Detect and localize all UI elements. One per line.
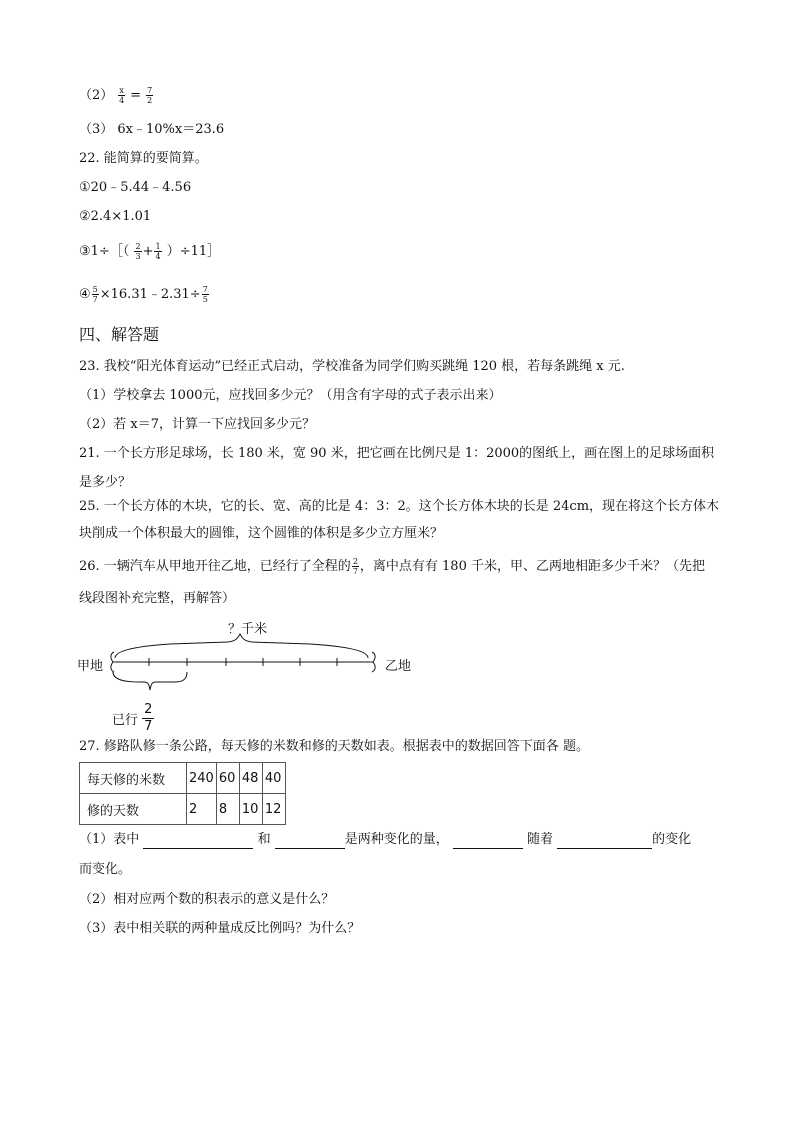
question-24-line-1: 21. 一个长方形足球场，长 180 米，宽 90 米，把它画在比例尺是 1：2000的图纸上，画在图上的足球场面积 [79,446,715,461]
question-27-part-2: （2）相对应两个数的积表示的意义是什么？ [79,892,335,907]
equation-3: （3） 6x﹣10%x＝23.6 [79,122,225,137]
question-26-line-1: 26. 一辆汽车从甲地开往乙地，已经行了全程的 $\frac{2}{7}$ ，离中点有有 180 千米，甲、乙两地相距多少千米？（先把 [79,557,705,576]
question-23-part-2: （2）若 x＝7，计算一下应找回多少元？ [79,417,316,432]
question-27-part-1-line-2: 而变化。 [79,862,132,877]
q22-3-fraction-1: $\frac{2}{3}$ [135,242,141,261]
question-24-line-2: 是多少？ [79,475,132,490]
diagram-bottom-fraction: $\frac{2}{7}$ [144,702,153,734]
diagram-top-label: ？千米 [228,622,268,637]
q22-3-fraction-2: $\frac{1}{4}$ [155,242,161,261]
question-22-title: 22. 能简算的要简算。 [79,151,208,166]
eq2-right-fraction: $\frac{7}{2}$ [147,86,153,105]
answer-blank-3[interactable] [453,834,523,849]
question-23: 23. 我校“阳光体育运动”已经正式启动，学校准备为同学们购买跳绳 120 根，若每条跳绳 x 元. [79,359,625,374]
diagram-bottom-label: 已行 $\frac{2}{7}$ [112,702,153,734]
answer-blank-4[interactable] [557,834,652,849]
question-22-4: ④ $\frac{5}{7}$ ×16.31﹣2.31÷ $\frac{7}{5}$ [79,285,208,304]
bottom-brace [113,672,187,690]
q22-4-fraction-1: $\frac{5}{7}$ [92,285,98,304]
data-table [79,762,286,825]
question-27: 27. 修路队修一条公路，每天修的米数和修的天数如表。根据表中的数据回答下面各 题。 [79,739,589,754]
question-23-part-1: （1）学校拿去 1000元，应找回多少元？（用含有字母的式子表示出来） [79,388,502,403]
equation-2: （2） $\frac{x}{4}$ = $\frac{7}{2}$ [79,86,153,105]
table-cell: 40 [262,763,285,794]
table-row [80,794,286,825]
table-cell: 240 [187,763,217,794]
question-22-3: ③1÷［（ $\frac{2}{3}$ + $\frac{1}{4}$ ）÷11］ [79,242,221,261]
table-row [80,763,286,794]
table-row-header: 每天修的米数 [80,763,187,794]
question-22-1: ①20﹣5.44﹣4.56 [79,180,192,195]
diagram-right-label: 乙地 [385,659,412,674]
question-25-line-2: 块削成一个体积最大的圆锥，这个圆锥的体积是多少立方厘米？ [79,526,444,541]
table-cell: 12 [262,794,285,825]
table-cell: 48 [239,763,262,794]
diagram-left-label: 甲地 [77,659,104,674]
table-cell: 8 [216,794,239,825]
table-row-header: 修的天数 [80,794,187,825]
answer-blank-1[interactable] [143,834,253,849]
table-cell: 60 [216,763,239,794]
q22-4-fraction-2: $\frac{7}{5}$ [202,285,208,304]
question-22-2: ②2.4×1.01 [79,209,152,224]
eq2-prefix: （2） [79,88,114,103]
top-brace [115,634,368,658]
q26-fraction: $\frac{2}{7}$ [352,557,358,576]
table-cell: 2 [187,794,217,825]
question-27-part-3: （3）表中相关联的两种量成反比例吗？为什么？ [79,921,361,936]
section-heading: 四、解答题 [79,325,160,344]
table-cell: 10 [239,794,262,825]
question-27-part-1: （1）表中 和 是两种变化的量， 随着 的变化 [79,832,692,847]
eq2-left-fraction: $\frac{x}{4}$ [119,86,125,105]
question-25-line-1: 25. 一个长方体的木块，它的长、宽、高的比是 4：3：2。这个长方体木块的长是 24cm，现在将这个长方体木 [79,499,720,514]
answer-blank-2[interactable] [275,834,345,849]
question-26-line-2: 线段图补充完整，再解答） [79,591,236,606]
